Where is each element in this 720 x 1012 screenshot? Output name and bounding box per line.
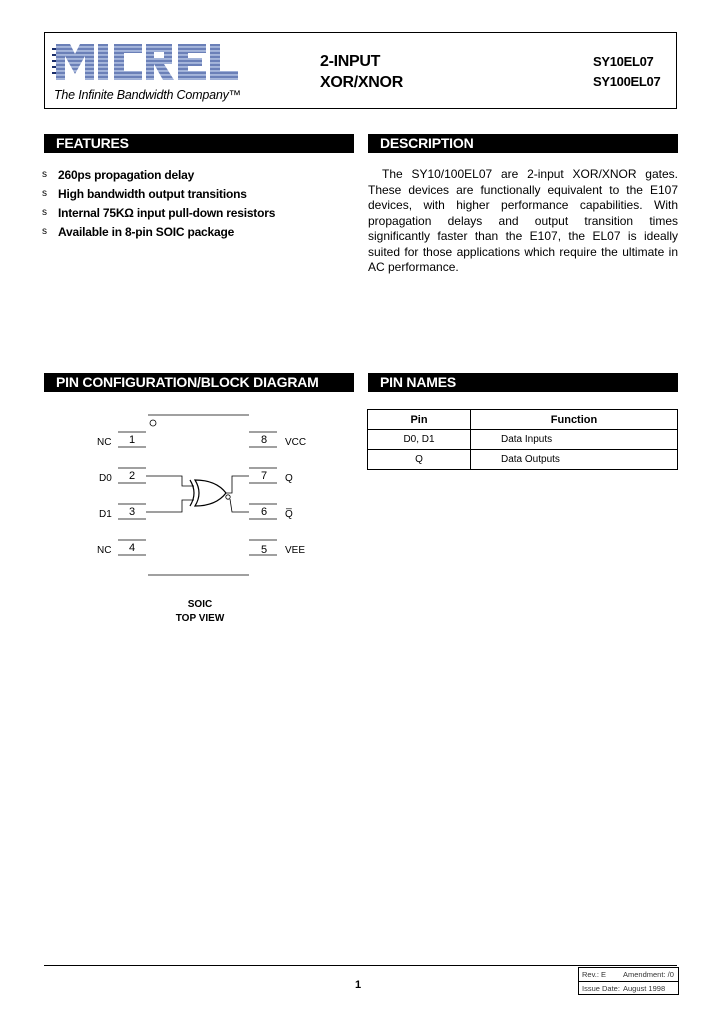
part-numbers [593, 52, 660, 92]
package-line-1: SOIC [187, 599, 213, 610]
feature-text: High bandwidth output transitions [58, 187, 247, 201]
pin-number-5: 5 [261, 544, 268, 556]
logo-text: MICREL [52, 40, 56, 41]
block-diagram [80, 404, 320, 594]
bullet: s [42, 226, 47, 237]
pin-number-1: 1 [129, 434, 136, 446]
pin-number-8: 8 [261, 434, 268, 446]
package-line-2: TOP VIEW [175, 613, 225, 624]
description-body: The SY10/100EL07 are 2-input XOR/XNOR gates. These devices are functionally equivalent to the E107 devices, with higher performance capabilities. With propagation delays and output transition times significantly faster than the E107, the EL07 is ideally suited for those applications which require the ultimate in AC performance. [368, 167, 678, 274]
bullet: s [42, 169, 47, 180]
pin-label-q: Q [285, 473, 293, 484]
amendment: Amendment: /0 [623, 970, 674, 979]
rev-label: Rev.: E [582, 970, 607, 979]
bullet: s [42, 188, 47, 199]
package-caption [160, 598, 240, 626]
pin-label-nc: NC [97, 437, 112, 448]
column-header-function: Function [471, 410, 678, 430]
bullet: s [42, 207, 47, 218]
title-line-2: XOR/XNOR [320, 74, 403, 91]
title-line-1: 2-INPUT [320, 53, 381, 70]
pin-label-vee: VEE [285, 545, 306, 556]
pin-label-vcc: VCC [285, 437, 307, 448]
product-title [320, 51, 403, 93]
pin-number-7: 7 [261, 470, 268, 482]
features-heading: FEATURES [44, 134, 354, 153]
pin-number-2: 2 [129, 470, 136, 482]
description-heading: DESCRIPTION [368, 134, 678, 153]
part-number-2: SY100EL07 [593, 74, 661, 89]
description-text [368, 167, 678, 276]
pin-number-4: 4 [129, 542, 136, 554]
pin-label-d0: D0 [99, 473, 112, 484]
tagline: The Infinite Bandwidth Company™ [54, 88, 241, 102]
pin-config-heading: PIN CONFIGURATION/BLOCK DIAGRAM [44, 373, 354, 392]
revision-box [578, 967, 679, 995]
pin-label-qbar: Q̅ [285, 509, 293, 520]
feature-text: Internal 75KΩ input pull-down resistors [58, 206, 276, 220]
page-number: 1 [355, 979, 362, 991]
feature-text: 260ps propagation delay [58, 168, 195, 182]
function-cell: Data Inputs [471, 430, 678, 450]
feature-text: Available in 8-pin SOIC package [58, 225, 235, 239]
issue-date: August 1998 [623, 984, 666, 993]
part-number-1: SY10EL07 [593, 54, 654, 69]
column-header-pin: Pin [368, 410, 471, 430]
pin-label-nc-4: NC [97, 545, 112, 556]
pin-cell: D0, D1 [368, 430, 471, 450]
table-row [368, 450, 678, 470]
issue-label: Issue Date: [582, 984, 620, 993]
micrel-logo [52, 40, 248, 86]
footer-rule [44, 965, 677, 966]
pin-number-3: 3 [129, 506, 136, 518]
pin-names-table [367, 409, 678, 470]
pin-names-heading: PIN NAMES [368, 373, 678, 392]
function-cell: Data Outputs [471, 450, 678, 470]
pin-number-6: 6 [261, 506, 268, 518]
pin-cell: Q [368, 450, 471, 470]
table-row [368, 430, 678, 450]
pin-label-d1: D1 [99, 509, 112, 520]
table-header-row [368, 410, 678, 430]
